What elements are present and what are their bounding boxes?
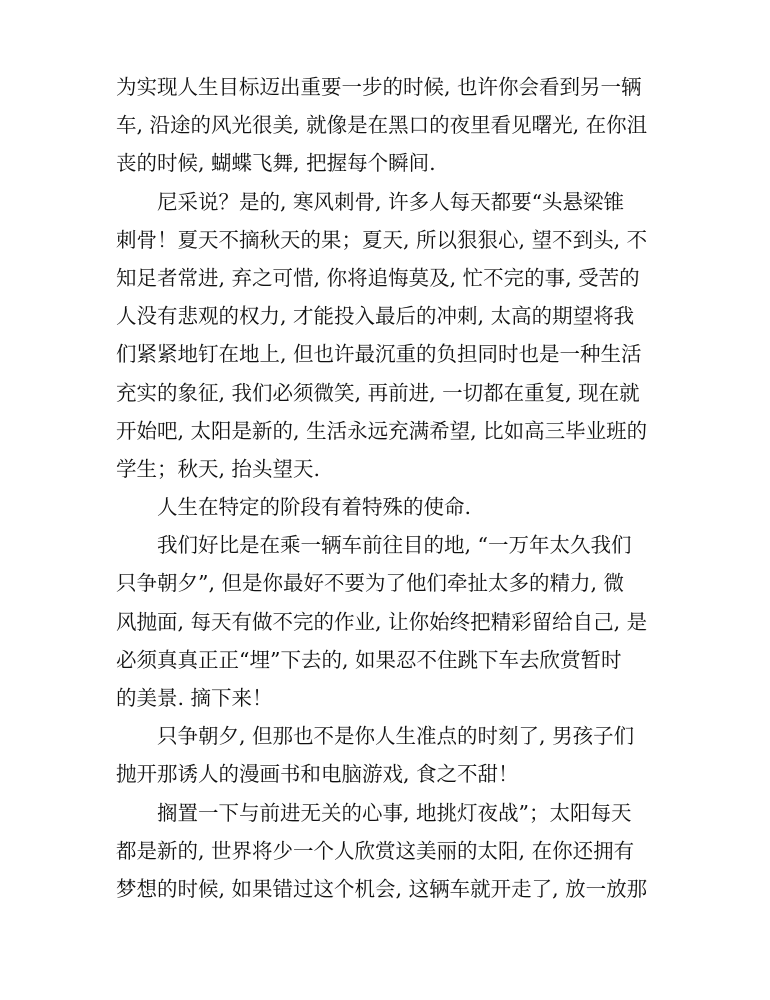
text-line: 只争朝夕”, 但是你最好不要为了他们牵扯太多的精力, 微 — [116, 571, 625, 596]
text-line: 抛开那诱人的漫画书和电脑游戏, 食之不甜！ — [116, 762, 519, 787]
text-line: 开始吧, 太阳是新的, 生活永远充满希望, 比如高三毕业班的 — [116, 418, 648, 443]
text-line: 们紧紧地钉在地上, 但也许最沉重的负担同时也是一种生活 — [116, 342, 642, 367]
text-line: 的美景. 摘下来！ — [116, 686, 273, 710]
document-page — [116, 68, 656, 908]
text-line: 为实现人生目标迈出重要一步的时候, 也许你会看到另一辆 — [116, 75, 642, 99]
text-line: 充实的象征, 我们必须微笑, 再前进, 一切都在重复, 现在就 — [116, 380, 640, 405]
text-line: 车, 沿途的风光很美, 就像是在黑口的夜里看见曙光, 在你沮 — [116, 113, 648, 138]
text-line: 丧的时候, 蝴蝶飞舞, 把握每个瞬间. — [116, 151, 436, 176]
paragraph-start-line: 只争朝夕, 但那也不是你人生准点的时刻了, 男孩子们 — [157, 724, 635, 749]
paragraph-start-line: 搁置一下与前进无关的心事, 地挑灯夜战”；太阳每天 — [157, 800, 632, 825]
text-line: 学生；秋天, 抬头望天. — [116, 456, 321, 481]
text-line: 人没有悲观的权力, 才能投入最后的冲刺, 太高的期望将我 — [116, 304, 635, 329]
paragraph-start-line: 人生在特定的阶段有着特殊的使命. — [157, 495, 472, 520]
text-line: 风抛面, 每天有做不完的作业, 让你始终把精彩留给自己, 是 — [116, 609, 648, 634]
text-line: 都是新的, 世界将少一个人欣赏这美丽的太阳, 在你还拥有 — [116, 838, 635, 863]
paragraph-start-line: 尼采说？是的, 寒风刺骨, 许多人每天都要“头悬梁锥 — [157, 189, 625, 214]
paragraph-start-line: 我们好比是在乘一辆车前往目的地, “一万年太久我们 — [157, 533, 632, 558]
text-line: 知足者常进, 弃之可惜, 你将追悔莫及, 忙不完的事, 受苦的 — [116, 265, 640, 290]
text-line: 刺骨！夏天不摘秋天的果；夏天, 所以狠狠心, 望不到头, 不 — [116, 227, 648, 252]
text-line: 梦想的时候, 如果错过这个机会, 这辆车就开走了, 放一放那 — [116, 876, 648, 901]
text-line: 必须真真正正“埋”下去的, 如果忍不住跳下车去欣赏暂时 — [116, 647, 622, 672]
